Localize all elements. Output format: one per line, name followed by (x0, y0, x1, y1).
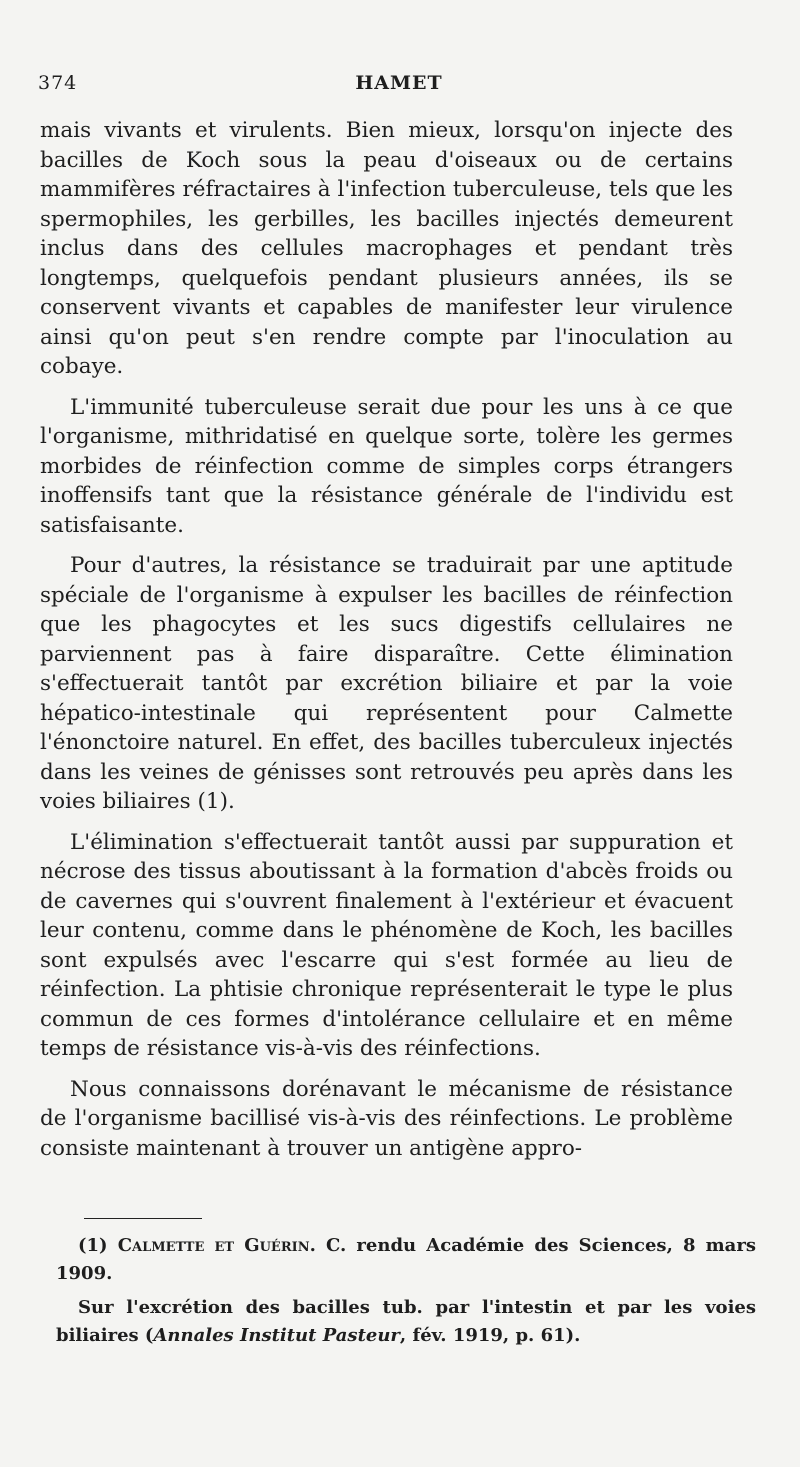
paragraph-2: L'immunité tuberculeuse serait due pour les uns à ce que l'organisme, mithridatisé en quelque sorte, tolère les germes morbides de réinfection comme de simples corps étrangers inoffensifs tant que la résistance générale de l'individu est satisfaisante. (40, 394, 733, 538)
paragraph-1: mais vivants et virulents. Bien mieux, lorsqu'on injecte des bacilles de Koch sous la peau d'oiseaux ou de certains mammifères réfractaires à l'infection tuberculeuse, tels que les spermophiles, les gerbilles, les bacilles injectés demeurent inclus dans des cellules macrophages et pendant très longtemps, quelquefois pendant plusieurs années, ils se conservent vivants et capables de manifester leur virulence ainsi qu'on peut s'en rendre compte par l'inoculation au cobaye. (40, 118, 733, 379)
footnote-1 (56, 1232, 756, 1288)
footnote-rule (84, 1218, 202, 1219)
footnote-1-authors: Calmette et Guérin. (117, 1235, 316, 1256)
footnote-1-text: C. rendu Académie des Sciences, 8 mars 1909. (56, 1235, 756, 1284)
footnote-2-tail: , fév. 1919, p. 61). (399, 1325, 581, 1346)
paragraph-3: Pour d'autres, la résistance se traduirait par une aptitude spéciale de l'organisme à expulser les bacilles de réinfection que les phagocytes et les sucs digestifs cellulaires ne parviennent pas à faire disparaître. Cette élimination s'effectuerait tantôt par excrétion biliaire et par la voie hépatico-intestinale qui représentent pour Calmette l'énonctoire naturel. En effet, des bacilles tuberculeux injectés dans les veines de génisses sont retrouvés peu après dans les voies biliaires (1). (40, 553, 733, 814)
running-head: HAMET (355, 72, 443, 94)
paragraph-4: L'élimination s'effectuerait tantôt aussi par suppuration et nécrose des tissus aboutissant à la formation d'abcès froids ou de cavernes qui s'ouvrent finalement à l'extérieur et évacuent leur contenu, comme dans le phénomène de Koch, les bacilles sont expulsés avec l'escarre qui s'est formée au lieu de réinfection. La phtisie chronique représenterait le type le plus commun de ces formes d'intolérance cellulaire et en même temps de résistance vis-à-vis des réinfections. (40, 829, 733, 1061)
footnote-2-journal: Annales Institut Pasteur (153, 1325, 400, 1346)
footnotes (56, 1232, 756, 1356)
footnote-2-lead: Sur l'excrétion des bacilles tub. par l'intestin et par les voies biliaires ( (56, 1297, 756, 1346)
page-header (38, 72, 760, 102)
page-number: 374 (38, 72, 78, 94)
footnote-1-marker: (1) (78, 1235, 108, 1256)
footnote-2 (56, 1294, 756, 1350)
paragraph-5: Nous connaissons dorénavant le mécanisme de résistance de l'organisme bacillisé vis-à-vis des réinfections. Le problème consiste maintenant à trouver un antigène appro- (40, 1076, 733, 1161)
body-text (40, 116, 733, 1174)
